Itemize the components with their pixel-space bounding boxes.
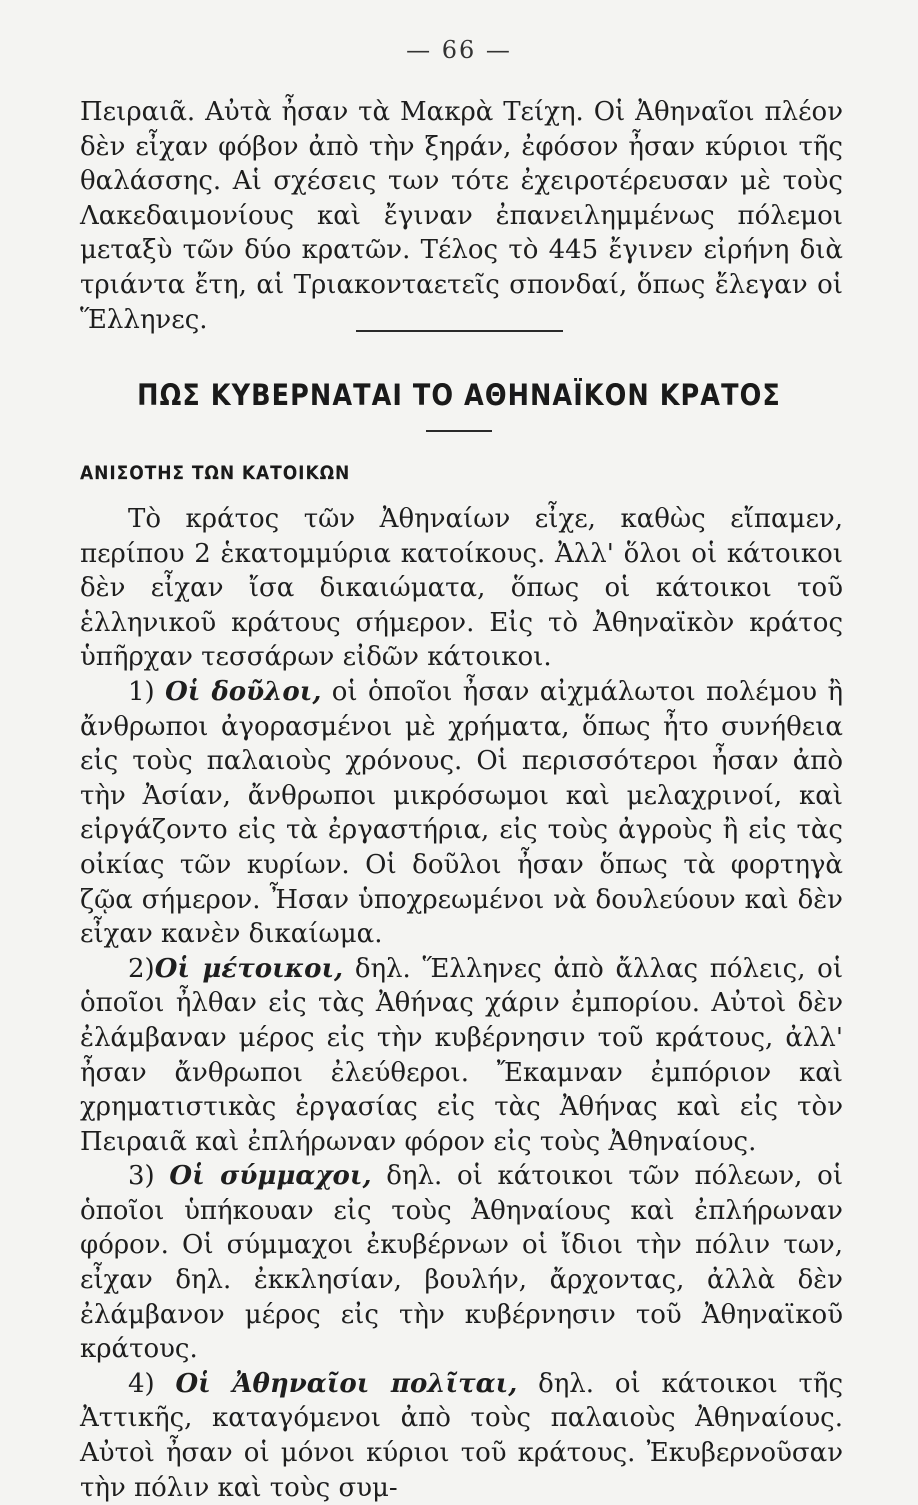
paragraph-text: οἱ ὁποῖοι ἦσαν αἰχμάλωτοι πολέμου ἢ ἄνθρωποι ἀγορασμένοι μὲ χρήματα, ὅπως ἦτο συνήθεια εἰς τοὺς παλαιοὺς χρόνους. Οἱ περισσότεροι ἦσαν ἀπὸ τὴν Ἀσίαν, ἄνθρωποι μικρόσωμοι καὶ μελαχρινοί, καὶ εἰργάζοντο εἰς τὰ ἐργαστήρια, εἰς τοὺς ἀγροὺς ἢ εἰς τὰς οἰκίας τῶν κυρίων. Οἱ δοῦλοι ἦσαν ὅπως τὰ φορτηγὰ ζῷα σήμερον. Ἦσαν ὑποχρεωμένοι νὰ δουλεύουν καὶ δὲν εἶχαν κανὲν δικαίωμα. [80,676,844,950]
paragraph-text: Τὸ κράτος τῶν Ἀθηναίων εἶχε, καθὼς εἴπαμεν, περίπου 2 ἑκατομμύρια κατοίκους. Ἀλλ' ὅλοι οἱ κάτοικοι δὲν εἶχαν ἴσα δικαιώματα, ὅπως οἱ κάτοικοι τοῦ ἑλληνικοῦ κράτους σήμερον. Εἰς τὸ Ἀθηναϊκὸν κράτος ὑπῆρχαν τεσσάρων εἰδῶν κάτοικοι. [80,504,843,673]
separator-rule-top [356,330,563,332]
separator-rule-bottom [426,430,492,432]
item-term: Οἱ σύμμαχοι, [169,1161,372,1192]
item-number: 1) [128,676,155,707]
item-term: Οἱ δοῦλοι, [165,676,322,707]
intro-paragraph: Πειραιᾶ. Αὐτὰ ἦσαν τὰ Μακρὰ Τείχη. Οἱ Ἀθηναῖοι πλέον δὲν εἶχαν φόβον ἀπὸ τὴν ξηράν, ἐφόσον ἦσαν κύριοι τῆς θαλάσσης. Αἱ σχέσεις των τότε ἐχειροτέρευσαν μὲ τοὺς Λακεδαιμονίους καὶ ἔγιναν ἐπανειλημμένως πόλεμοι μεταξὺ τῶν δύο κρατῶν. Τέλος τὸ 445 ἔγινεν εἰρήνη διὰ τριάντα ἔτη, αἱ Τριακονταετεῖς σπονδαί, ὅπως ἔλεγαν οἱ Ἕλληνες. [80,97,843,335]
body-text [80,502,843,1505]
paragraph-text: δηλ. οἱ κάτοικοι τῶν πόλεων, οἱ ὁποῖοι ὑπήκουαν εἰς τοὺς Ἀθηναίους καὶ ἐπλήρωναν φόρον. Οἱ σύμμαχοι ἐκυβέρνων οἱ ἴδιοι τὴν πόλιν των, εἶχαν δηλ. ἐκκλησίαν, βουλήν, ἄρχοντας, ἀλλὰ δὲν ἐλάμβανον μέρος εἰς τὴν κυβέρνησιν τοῦ Ἀθηναϊκοῦ κράτους. [80,1161,844,1365]
chapter-title: ΠΩΣ ΚΥΒΕΡΝΑΤΑΙ ΤΟ ΑΘΗΝΑΪΚΟΝ ΚΡΑΤΟΣ [137,378,781,412]
paragraph-citizens [80,1367,843,1505]
paragraph-metics [80,952,843,1160]
paragraph-intro-inhabitants [80,502,843,675]
paragraph-slaves [80,675,843,952]
item-number: 4) [128,1368,155,1399]
item-number: 3) [128,1161,155,1192]
item-term: Οἱ Ἀθηναῖοι πολῖται, [175,1368,518,1399]
item-term: Οἱ μέτοικοι, [154,953,344,984]
page-number: — 66 — [406,36,512,64]
section-heading: ΑΝΙΣΟΤΗΣ ΤΩΝ ΚΑΤΟΙΚΩΝ [80,462,351,484]
item-number: 2) [128,953,155,984]
paragraph-text: δηλ. οἱ κάτοικοι τῆς Ἀττικῆς, καταγόμενοι ἀπὸ τοὺς παλαιοὺς Ἀθηναίους. Αὐτοὶ ἦσαν οἱ μόνοι κύριοι τοῦ κράτους. Ἐκυβερνοῦσαν τὴν πόλιν καὶ τοὺς συμ- [80,1368,844,1503]
paragraph-text: δηλ. Ἕλληνες ἀπὸ ἄλλας πόλεις, οἱ ὁποῖοι ἦλθαν εἰς τὰς Ἀθήνας χάριν ἐμπορίου. Αὐτοὶ δὲν ἐλάμβαναν μέρος εἰς τὴν κυβέρνησιν τοῦ κράτους, ἀλλ' ἦσαν ἄνθρωποι ἐλεύθεροι. Ἔκαμναν ἐμπόριον καὶ χρηματιστικὰς ἐργασίας εἰς τὰς Ἀθήνας καὶ εἰς τὸν Πειραιᾶ καὶ ἐπλήρωναν φόρον εἰς τοὺς Ἀθηναίους. [80,953,844,1157]
paragraph-allies [80,1159,843,1367]
